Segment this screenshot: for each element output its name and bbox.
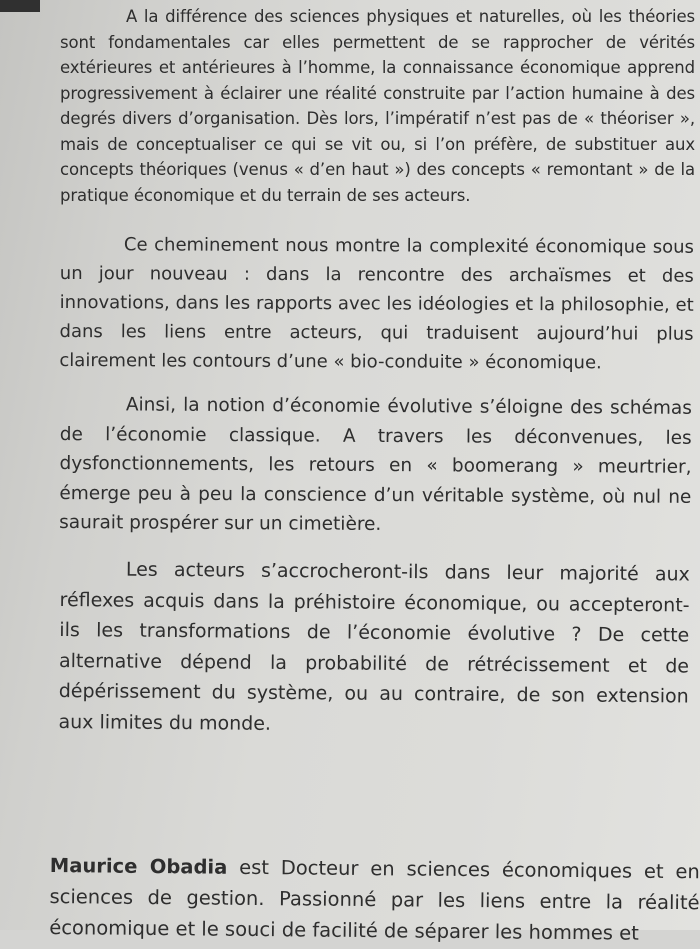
page-edge-shadow [0, 0, 40, 12]
author-bio [49, 850, 700, 949]
author-bio-text: est Docteur en sciences économiques et en sciences de gestion. Passionné par les liens entre la réalité économique et le souci de facilité de séparer les hommes et [49, 855, 700, 945]
author-name: Maurice Obadia [49, 853, 228, 879]
paragraph-1: A la différence des sciences physiques et naturelles, où les théories sont fondamentales car elles permettent de se rapprocher de vérités extérieures et antérieures à l’homme, la connaissance économique apprend progressivement à éclairer une réalité construite par l’action humaine à des degrés divers d’organisation. Dès lors, l’impératif n’est pas de « théoriser », mais de conceptualiser ce qui se vit ou, si l’on préfère, de substituer aux concepts théoriques (venus « d’en haut ») des concepts « remontant » de la pratique économique et du terrain de ses acteurs. [60, 7, 695, 205]
paragraph-4: Les acteurs s’accrocheront-ils dans leur majorité aux réflexes acquis dans la préhistoire économique, ou accepteront-ils les transformations de l’économie évolutive ? De cette alternative dépend la probabilité de rétrécissement et de dépérissement du système, ou au contraire, de son extension aux limites du monde. [58, 558, 690, 734]
paragraph-2: Ce cheminement nous montre la complexité économique sous un jour nouveau : dans la rencontre des archaïsmes et des innovations, dans les rapports avec les idéologies et la philosophie, et dans les liens entre acteurs, qui traduisent aujourd’hui plus clairement les contours d’une « bio-conduite » économique. [59, 234, 694, 374]
paragraph-3: Ainsi, la notion d’économie évolutive s’éloigne des schémas de l’économie classique. A travers les déconvenues, les dysfonctionnements, les retours en « boomerang » meurtrier, émerge peu à peu la conscience d’un véritable système, où nul ne saurait prospérer sur un cimetière. [59, 394, 692, 535]
body-text [60, 4, 700, 737]
